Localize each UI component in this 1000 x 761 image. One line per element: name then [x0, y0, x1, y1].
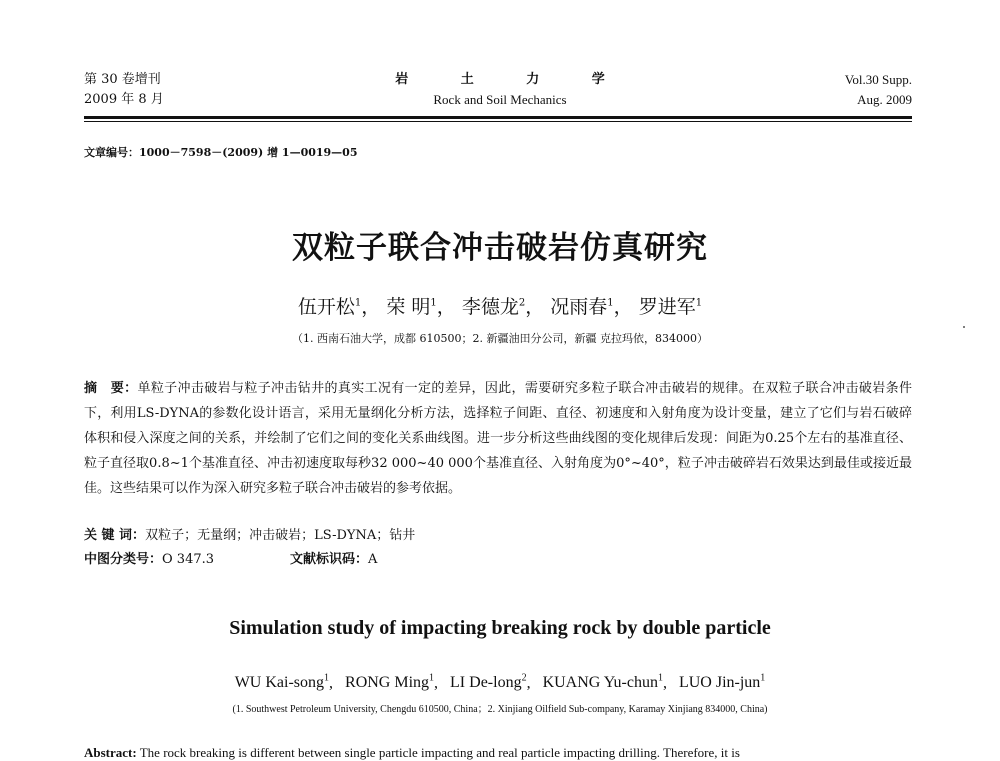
authors-cn: [0, 292, 1000, 319]
classification-value: O 347.3: [162, 552, 215, 567]
author-cn: 伍开松$^1$: [297, 296, 362, 318]
author-cn: 李德龙$^2$: [461, 296, 526, 318]
date-en: Aug. 2009: [857, 92, 912, 107]
author-separator: ，: [436, 296, 456, 318]
affiliation-en: (1. Southwest Petroleum University, Chengdu 610500, China；2. Xinjiang Oilfield Sub-company, Karamay Xinjiang 834000, China): [232, 704, 768, 715]
abstract-cn: [84, 376, 912, 501]
abstract-en: [84, 745, 912, 761]
author-en: WU Kai-song$^1$: [234, 673, 330, 692]
paper-title-en: Simulation study of impacting breaking rock by double particle: [229, 617, 771, 639]
issue-date: 2009 年 8 月: [84, 92, 164, 107]
author-separator: ，: [613, 296, 633, 318]
author-separator: ,: [329, 674, 334, 692]
author-en: KUANG Yu-chun$^1$: [542, 673, 663, 692]
author-en: LUO Jin-jun$^1$: [678, 673, 766, 692]
affiliation-cn: （1. 西南石油大学，成都 610500；2. 新疆油田分公司，新疆 克拉玛依，834000）: [292, 332, 708, 345]
classification-label: 中图分类号：: [84, 552, 163, 567]
document-code: [290, 548, 377, 567]
author-cn: 荣 明$^1$: [386, 296, 437, 318]
authors-en: [0, 673, 1000, 692]
volume-info-en: [845, 70, 912, 110]
abstract-cn-label: 摘 要：: [84, 381, 138, 396]
header-rule-thick: [84, 116, 912, 119]
header-rule-thin: [84, 121, 912, 122]
abstract-en-text: The rock breaking is different between single particle impacting and real particle impacting drilling. Therefore, it is: [139, 745, 740, 760]
classification-number: [84, 548, 214, 567]
author-separator: ,: [662, 674, 667, 692]
author-separator: ,: [526, 674, 531, 692]
volume-en: Vol.30 Supp.: [844, 72, 912, 87]
document-code-label: 文献标识码：: [290, 552, 369, 567]
author-en: RONG Ming$^1$: [345, 673, 435, 692]
keywords-cn: [84, 524, 415, 543]
keywords-cn-label: 关 键 词：: [84, 528, 146, 543]
keywords-cn-text: 双粒子；无量纲；冲击破岩；LS-DYNA；钻井: [145, 528, 416, 543]
author-separator: ,: [434, 674, 439, 692]
abstract-en-label: Abstract:: [84, 745, 137, 760]
volume-issue: 第 30 卷增刊: [84, 72, 161, 87]
article-number-value: 1000－7598－(2009) 增 1—0019—05: [139, 146, 358, 159]
author-cn: 况雨春$^1$: [550, 296, 614, 318]
abstract-cn-text: 单粒子冲击破岩与粒子冲击钻井的真实工况有一定的差异，因此，需要研究多粒子联合冲击破岩的规律。在双粒子联合冲击破岩条件下，利用LS-DYNA的参数化设计语言，采用无量纲化分析方法，选择粒子间距、直径、初速度和入射角度为设计变量，建立了它们与岩石破碎体积和侵入深度之间的关系，并绘制了它们之间的变化关系曲线图。进一步分析这些曲线图的变化规律后发现：间距为0.25个左右的基准直径、粒子直径取0.8~1个基准直径、冲击初速度取每秒32 000~40 000个基准直径、入射角度为0°~40°，粒子冲击破碎岩石效果达到最佳或接近最佳。这些结果可以作为深入研究多粒子联合冲击破岩的参考依据。: [84, 381, 912, 496]
author-cn: 罗进军$^1$: [638, 296, 703, 318]
journal-name-en: Rock and Soil Mechanics: [433, 92, 567, 107]
scan-artifact: [963, 326, 965, 328]
paper-title-cn: 双粒子联合冲击破岩仿真研究: [292, 230, 708, 266]
journal-name-cn: 岩 土 力 学: [395, 72, 629, 87]
article-number-label: 文章编号：: [84, 146, 139, 159]
article-number: [84, 144, 358, 160]
author-separator: ，: [525, 296, 545, 318]
author-separator: ，: [361, 296, 381, 318]
document-code-value: A: [368, 552, 378, 567]
author-en: LI De-long$^2$: [450, 673, 527, 692]
